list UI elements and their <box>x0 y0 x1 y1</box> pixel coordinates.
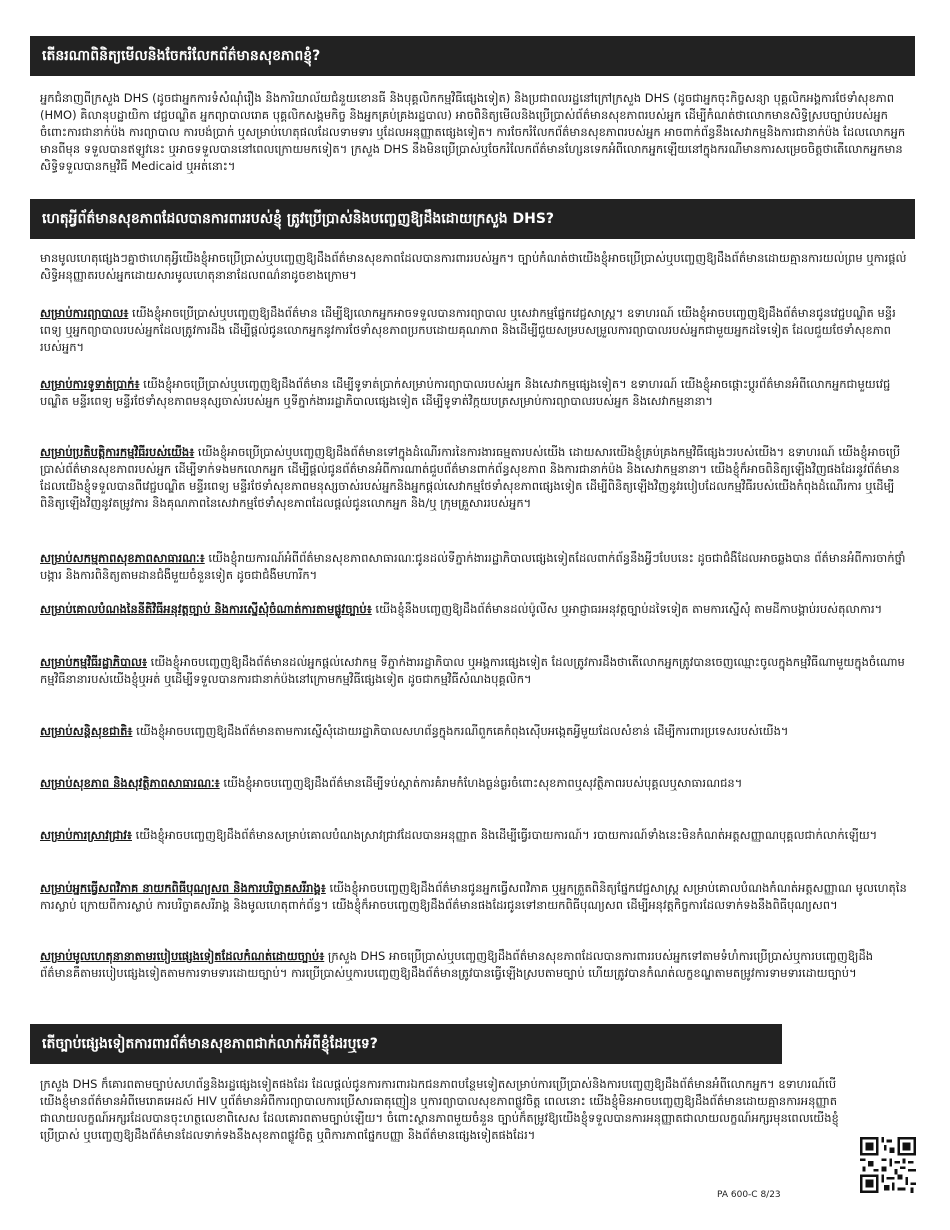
uses-item-text: យើងខ្ញុំអាចបញ្ចេញឱ្យដឹងព័ត៌មានសម្រាប់គោលបំណងស្រាវជ្រាវដែលបានអនុញ្ញាត និងដើម្បីធ្វើរបាយការណ៍។ របាយការណ៍ទាំងនេះមិនកំណត់អត្តសញ្ញាណបុគ្គលជាក់លាក់ឡើយ។ <box>131 828 878 842</box>
uses-item-lead: សម្រាប់ការព្យាបាល៖ <box>40 306 129 320</box>
section-title-uses: ហេតុអ្វីព័ត៌មានសុខភាពដែលបានការពាររបស់ខ្ញុំ ត្រូវប្រើប្រាស់និងបញ្ចេញឱ្យដឹងដោយក្រសួង DHS? <box>42 210 555 227</box>
access-body: អ្នកជំនាញពីក្រសួង DHS (ដូចជាអ្នកការទំសំណុំរឿង និងការិយាល័យជំនួយខោនធី និងបុគ្គលិកកម្មវិធីផ្សេងទៀត) និងប្រជាពលរដ្ឋនៅក្រៅក្រសួង DHS (ដូចជាអ្នកចុះកិច្ចសន្យា បុគ្គលិកអង្គការថែទាំសុខភាព (HMO) គិលានុបដ្ឋាយិកា វេជ្ជបណ្ឌិត អ្នកព្យាបាលរោគ បុគ្គលិកសង្គមកិច្ច និងអ្នកគ្រប់គ្រងរដ្ឋបាល) អាចពិនិត្យមើលនិងប្រើប្រាស់ព័ត៌មានសុខភាពរបស់អ្នក ដើម្បីកំណត់ថាលោកមានសិទ្ធិស្របច្បាប់របស់អ្នកចំពោះការជានាក់ប៉ង ការព្យាបាល ការបង់ប្រាក់ ឬសម្រាប់ហេតុផលដែលទាមទារ ឬដែលអនុញ្ញាតផ្សេងទៀត។ ការចែករំលែកព័ត៌មានសុខភាពរបស់អ្នក អាចពាក់ព័ន្ធនឹងសេវាកម្មនិងការជានាក់ប៉ង ដែលលោកអ្នកមានពីមុន ទទួលបានឥឡូវនេះ ឬអាចទទួលបាននៅពេលក្រោយមកទៀត។ ក្រសួង DHS នឹងមិនប្រើប្រាស់ឬចែករំលែកព័ត៌មានហ្សែនទេកអំពីលោកអ្នកឡើយនៅក្នុងករណីមានការសម្រេចចិត្តថាតើលោកអ្នកមានសិទ្ធិទទួលបានកម្មវិធី Medicaid ឬអត់នោះ។ <box>40 91 906 173</box>
uses-item <box>40 654 910 708</box>
uses-item-text: យើងខ្ញុំអាចប្រើប្រាស់ឬបញ្ចេញឱ្យដឹងព័ត៌មាន ដើម្បីទូទាត់ប្រាក់សម្រាប់ការព្យាបាលរបស់អ្នក និងសេវាកម្មផ្សេងទៀត។ ឧទាហរណ៍ យើងខ្ញុំអាចផ្តោះប្តូរព័ត៌មានអំពីលោកអ្នកជាមួយវេជ្ជបណ្ឌិត មន្ទីរពេទ្យ មន្ទីរថែទាំសុខភាពមនុស្សចាស់របស់អ្នក ឬទីភ្នាក់ងាររដ្ឋាភិបាលផ្សេងទៀត ដើម្បីទូទាត់វិក្កយបត្រសម្រាប់ការព្យាបាលរបស់អ្នក និងសេវាកម្មនានា។ <box>40 377 891 408</box>
uses-item <box>40 723 910 759</box>
uses-item-lead: សម្រាប់មូលហេតុនានាតាមរបៀបផ្សេងទៀតដែលកំណត់ដោយច្បាប់៖ <box>40 949 325 963</box>
uses-item-text: ក្រសួង DHS អាចប្រើប្រាស់ឬបញ្ចេញឱ្យដឹងព័ត៌មានសុខភាពដែលបានការពាររបស់អ្នកទៅតាមទំហំការប្រើប្រាស់ឬការបញ្ចេញឱ្យដឹងព័ត៌មានគឺតាមរបៀបផ្សេងទៀតតាមការទាមទារដោយច្បាប់។ ការប្រើប្រាស់ឬការបញ្ចេញឱ្យដឹងព័ត៌មានត្រូវបានធ្វើឡើងស្របតាមច្បាប់ ហើយត្រូវបានកំណត់លក្ខខណ្ឌតាមតម្រូវការទាមទារដោយច្បាប់។ <box>40 949 874 980</box>
uses-item-lead: សម្រាប់គោលបំណងនៃនីតិវិធីអនុវត្តច្បាប់ និងការស្នើសុំចំណាត់ការតាមផ្លូវច្បាប់៖ <box>40 602 372 616</box>
uses-item-text: យើងខ្ញុំអាចបញ្ចេញឱ្យដឹងព័ត៌មានដើម្បីទប់ស្កាត់ការគំរាមកំហែងធ្ងន់ធ្ងរចំពោះសុខភាពឬសុវត្ថិភាពរបស់បុគ្គលឬសាធារណជន។ <box>219 776 743 790</box>
uses-intro: មានមូលហេតុផ្សេងៗគ្នាថាហេតុអ្វីយើងខ្ញុំអាចប្រើប្រាស់ឬបញ្ចេញឱ្យដឹងព័ត៌មានសុខភាពដែលបានការពាររបស់អ្នក។ ច្បាប់កំណត់ថាយើងខ្ញុំអាចប្រើប្រាស់ឬបញ្ចេញឱ្យដឹងព័ត៌មានដោយគ្មានការយល់ព្រម ឬការផ្តល់សិទ្ធិអនុញ្ញាតរបស់អ្នកដោយសារមូលហេតុនានាដែលពណ៌នាដូចខាងក្រោម។ <box>40 251 907 282</box>
qr-code <box>860 1137 916 1193</box>
section-title-other-laws: តើច្បាប់ផ្សេងទៀតការពារព័ត៌មានសុខភាពជាក់លាក់អំពីខ្ញុំដែរឬទេ? <box>42 1035 378 1052</box>
uses-item-lead: សម្រាប់ការស្រាវជ្រាវ៖ <box>40 828 132 842</box>
uses-item-text: យើងខ្ញុំអាចប្រើប្រាស់ឬបញ្ចេញឱ្យដឹងព័ត៌មាន ដើម្បីឱ្យលោកអ្នកអាចទទួលបានការព្យាបាល ឬសេវាកម្មផ្នែកវេជ្ជសាស្រ្ត។ ឧទាហរណ៍ យើងខ្ញុំអាចបញ្ចេញឱ្យដឹងព័ត៌មានជូនវេជ្ជបណ្ឌិត មន្ទីរពេទ្យ ឬអ្នកព្យាបាលរបស់អ្នកដែលត្រូវការដឹង ដើម្បីផ្តល់ជូនលោកអ្នកនូវការថែទាំសុខភាពប្រកបដោយគុណភាព និងដើម្បីជួយសម្របសម្រួលការព្យាបាលរបស់អ្នកជាមួយអ្នកដទៃទៀត ដែលជួយថែទាំសុខភាពរបស់អ្នក។ <box>40 306 896 354</box>
uses-item-lead: សម្រាប់ការទូទាត់ប្រាក់៖ <box>40 377 140 391</box>
uses-item <box>40 948 910 1002</box>
uses-item-text: យើងខ្ញុំអាចបញ្ចេញឱ្យដឹងព័ត៌មានដល់អ្នកផ្តល់សេវាកម្ម ទីភ្នាក់ងាររដ្ឋាភិបាល ឬអង្គការផ្សេងទៀត ដែលត្រូវការដឹងថាតើលោកអ្នកត្រូវបានចេញឈ្មោះចូលក្នុងកម្មវិធីណាមួយក្នុងចំណោមកម្មវិធីនានារបស់យើងខ្ញុំឬអត់ ឬដើម្បីទទួលបានការជានាក់ប៉ងនៅក្រោមកម្មវិធីផ្សេងទៀត ដូចជាកម្មវិធីសំណងបុគ្គលិក។ <box>40 655 905 686</box>
uses-item-text: យើងខ្ញុំអាចប្រើប្រាស់ឬបញ្ចេញឱ្យដឹងព័ត៌មានទៅក្នុងដំណើរការនៃការងារធម្មតារបស់យើង ដោយសារយើងខ្ញុំគ្រប់គ្រងកម្មវិធីផ្សេងៗរបស់យើង។ ឧទាហរណ៍ យើងខ្ញុំអាចប្រើប្រាស់ព័ត៌មានសុខភាពរបស់អ្នក ដើម្បីទាក់ទងមកលោកអ្នក ដើម្បីផ្តល់ជូនព័ត៌មានអំពីការណាត់ជួបព័ត៌មានពាក់ព័ន្ធសុខភាព និងការជានាក់ប៉ង និងសេវាកម្មនានា។ យើងខ្ញុំក៏អាចពិនិត្យឡើងវិញផងដែរនូវព័ត៌មានដែលយើងខ្ញុំទទួលបានពីវេជ្ជបណ្ឌិត មន្ទីរពេទ្យ មន្ទីរថែទាំសុខភាពមនុស្សចាស់របស់អ្នកនិងអ្នកផ្តល់សេវាកម្មថែទាំសុខភាពផ្សេងទៀត ដើម្បីពិនិត្យឡើងវិញនូវរបៀបដែលកម្មវិធីរបស់យើងកំពុងដំណើរការ ឬដើម្បីពិនិត្យឡើងវិញនូវតម្រូវការ និងគុណភាពនៃសេវាកម្មថែទាំសុខភាពដែលផ្តល់ជូនលោកអ្នក និង/ឬ ក្រុមគ្រួសាររបស់អ្នក។ <box>40 445 901 510</box>
uses-item-lead: សម្រាប់អ្នកធ្វើសពវិភាគ នាយកពិធីបុណ្យសព និងការបរិច្ចាគសរីរាង្គ៖ <box>40 881 326 895</box>
uses-item <box>40 880 910 934</box>
form-code: PA 600-C 8/23 <box>717 1190 781 1200</box>
uses-item <box>40 376 910 430</box>
uses-item-lead: សម្រាប់កម្មវិធីរដ្ឋាភិបាល៖ <box>40 655 148 669</box>
uses-item-text: យើងខ្ញុំអាចបញ្ចេញឱ្យដឹងព័ត៌មានជូនអ្នកធ្វើសពវិភាគ ឬអ្នកត្រួតពិនិត្យផ្នែកវេជ្ជសាស្រ្ត សម្រាប់គោលបំណងកំណត់អត្តសញ្ញាណ មូលហេតុនៃការស្លាប់ ក្រោយពីការស្លាប់ ការបរិច្ចាគសរីរាង្គ និងមូលហេតុពាក់ព័ន្ធ។ យើងខ្ញុំក៏អាចបញ្ចេញឱ្យដឹងព័ត៌មានផងដែរជូនទៅនាយកពិធីបុណ្យសព ដើម្បីអនុវត្តកិច្ចការដែលទាក់ទងនឹងពិធីបុណ្យសព។ <box>40 881 907 912</box>
uses-item <box>40 444 910 534</box>
section-title-access: តើនរណាពិនិត្យមើលនិងចែករំលែកព័ត៌មានសុខភាពខ្ញុំ? <box>42 47 321 64</box>
uses-item-lead: សម្រាប់ប្រតិបត្តិការកម្មវិធីរបស់យើង៖ <box>40 445 195 459</box>
other-laws-body: ក្រសួង DHS ក៏គោរពតាមច្បាប់សហព័ន្ធនិងរដ្ឋផ្សេងទៀតផងដែរ ដែលផ្តល់ជូនការការពារឯកជនភាពបន្ថែមទៀតសម្រាប់ការប្រើប្រាស់និងការបញ្ចេញឱ្យដឹងព័ត៌មានអំពីលោកអ្នក។ ឧទាហរណ៍បើយើងខ្ញុំមានព័ត៌មានអំពីមេរោគអេដស៍ HIV ឬព័ត៌មានអំពីការព្យាបាលការប្រើសារធាតុញៀន ឬការព្យាបាលសុខភាពផ្លូវចិត្ត ពេលនោះ យើងខ្ញុំមិនអាចបញ្ចេញឱ្យដឹងព័ត៌មានដោយគ្មានការអនុញ្ញាតជាលាយលក្ខណ៍អក្សរដែលបានចុះហត្ថលេខាពិសេស ដែលគោរពតាមច្បាប់ឡើយ។ ចំពោះស្ថានភាពមួយចំនួន ច្បាប់ក៏តម្រូវឱ្យយើងខ្ញុំទទួលបានការអនុញ្ញាតជាលាយលក្ខណ៍អក្សរមុនពេលយើងខ្ញុំប្រើប្រាស់ ឬបញ្ចេញឱ្យដឹងព័ត៌មានដែលទាក់ទងនឹងសុខភាពផ្លូវចិត្ត ឬពិការភាពផ្នែកបញ្ញា និងព័ត៌មានផ្សេងទៀតផងដែរ។ <box>40 1077 839 1142</box>
uses-item-lead: សម្រាប់សកម្មភាពសុខភាពសាធារណៈ៖ <box>40 551 205 565</box>
uses-item <box>40 601 910 637</box>
uses-item-text: យើងខ្ញុំរាយការណ៍អំពីព័ត៌មានសុខភាពសាធារណៈជូនដល់ទីភ្នាក់ងាររដ្ឋាភិបាលផ្សេងទៀតដែលពាក់ព័ន្ធនឹងអ្វីៗបែបនេះ ដូចជាជំងឺដែលអាចឆ្លងបាន ព័ត៌មានអំពីការចាក់ថ្នាំបង្ការ និងការពិនិត្យតាមដានជំងឺមួយចំនួនទៀត ដូចជាជំងឺមហារីក។ <box>40 551 906 582</box>
section-header-uses <box>30 199 915 239</box>
uses-item <box>40 827 910 863</box>
uses-item-text: យើងខ្ញុំនឹងបញ្ចេញឱ្យដឹងព័ត៌មានដល់ប៉ូលីស ឬអាជ្ញាធរអនុវត្តច្បាប់ដទៃទៀត តាមការស្នើសុំ តាមដីកាបង្គាប់របស់តុលាការ។ <box>371 602 883 616</box>
uses-item-text: យើងខ្ញុំអាចបញ្ចេញឱ្យដឹងព័ត៌មានតាមការស្នើសុំដោយរដ្ឋាភិបាលសហព័ន្ធក្នុងករណីពួកគេកំពុងស៊ើបអង្កេតអ្វីមួយដែលសំខាន់ ដើម្បីការពារប្រទេសរបស់យើង។ <box>132 724 789 738</box>
uses-item <box>40 775 910 811</box>
uses-item <box>40 550 910 586</box>
section-header-access <box>30 36 915 76</box>
section-header-other-laws <box>30 1024 782 1064</box>
uses-item <box>40 305 910 359</box>
uses-item-lead: សម្រាប់សន្តិសុខជាតិ៖ <box>40 724 133 738</box>
uses-item-lead: សម្រាប់សុខភាព និងសុវត្ថិភាពសាធារណៈ៖ <box>40 776 220 790</box>
